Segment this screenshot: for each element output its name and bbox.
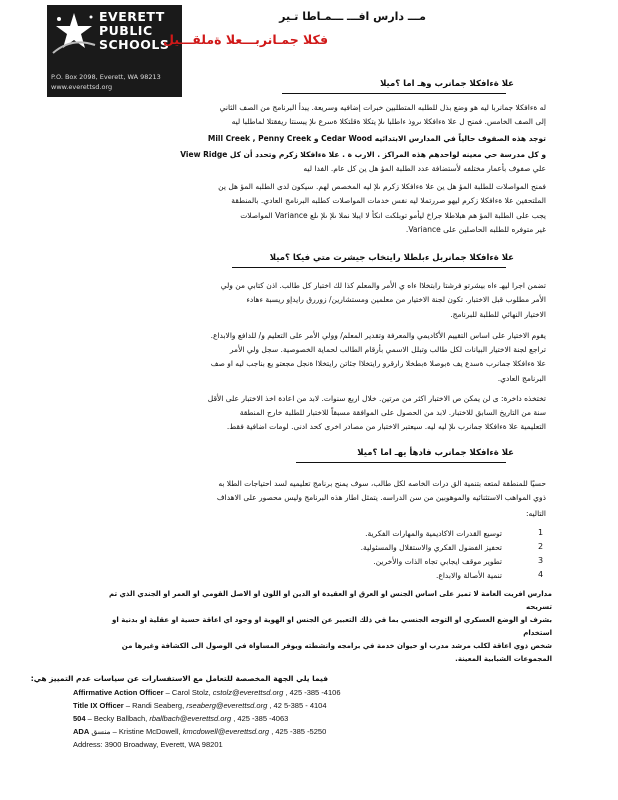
- section1-line: الملتحقين علا ةءافكلا زكرم ليهو صررتملا ليه نفس خدمات المواصلات كطلبه البرنامج العادي. بالمنطقة: [231, 196, 546, 205]
- contact-phone: , 42 5-385 - 4104: [269, 701, 327, 710]
- contact-row: [73, 714, 288, 723]
- policy-line: مدارس افريت العامة لا تميز على اساس الجنس او العرق او العقيدة او الدين او اللون او الاصل القومي او العمر او الجندي الذي تم: [108, 590, 552, 598]
- section2-line: الأمر مطلوب قبل الاختبار. تكون لجنة الاختيار من معلمين ومستشارين/ زوررق رايدإو ريسبة ءهادء: [246, 295, 546, 304]
- section3-underline: [296, 462, 506, 463]
- section2-line: التعليمية علا ةءافكلا جمانرب ىلإ ليه ليه. سيعتبر الاختبار من مصادر اخرى كحد ادنى. لومات اضافية فقط.: [226, 422, 546, 431]
- section1-line: View Ridge و كل مدرسة حي معينه لواحدهم هذه المراكز . الارب ة . علا ةءافكلا زكرم وتحدد أن كل: [180, 150, 546, 159]
- goal-number: 3: [538, 556, 544, 565]
- contact-phone: , 425 -385 -5250: [271, 727, 327, 736]
- policy-line: بشرف او الوضع العسكري او التوجه الجنسي بما في ذلك التعبير عن الجنس او الهوية او وجود اي اعاقة حسية او عقلية او بدنية او: [112, 616, 552, 624]
- section1-line: غير متوفره للطلبه الحاصلين على Variance.: [405, 225, 546, 234]
- contact-phone: , 425 -385 -4063: [233, 714, 289, 723]
- goal-text: تنمية الأصالة والابداع.: [435, 571, 502, 580]
- contact-name: – Carol Stolz,: [165, 688, 211, 697]
- section2-line: البرنامج العادي.: [497, 374, 546, 383]
- page-title: فكلا جمـانربـــعلا ةملقـــيل: [163, 32, 328, 47]
- contact-email[interactable]: kmcdowell@everettsd.org: [182, 727, 270, 736]
- contact-row: [73, 727, 326, 736]
- section1-underline: [282, 93, 506, 94]
- contact-name: – Becky Ballbach,: [87, 714, 148, 723]
- contact-role: Title IX Officer: [73, 701, 124, 710]
- contact-role: ADA: [73, 727, 90, 736]
- contact-name: منسق – Kristine McDowell,: [91, 727, 181, 736]
- goal-number: 4: [538, 570, 544, 579]
- section1-line: يجب على الطلبة المؤ هم هبلاطلا جراخ ليأمو توبلكت انكأ لا ايبلا نملا ىلإ ىلإ ىلع Variance المواصلات: [240, 211, 546, 220]
- logo-name-line2: PUBLIC: [99, 23, 153, 38]
- section2-title: علا ةءافكلا جمانربل ءبلطلا رايتخاب جيشرت متي فيكا ؟ميلا: [269, 253, 514, 263]
- section2-line: سنة من التاريخ السابق للاختبار. لابد من الحصول على الموافقة مسبقاً للاختبار للطلبة خارج المنطقة: [239, 408, 546, 417]
- goal-number: 2: [538, 542, 544, 551]
- contact-row: [73, 688, 341, 697]
- goal-text: تطوير موقف ايجابي تجاه الذات والأخرين.: [373, 557, 502, 566]
- section2-line: تراجع لجنة الاختيار البيانات لكل طالب وتبلل الاسمي بأرقام الطالب لحماية الخصوصية. سجل ولي الأمر: [229, 345, 546, 354]
- goal-number: 1: [538, 528, 544, 537]
- section1-line: علي صفوف بأعمار مختلفه لأستضافة عدد الطلبة المؤ هل ين كل عام. الفدا ليه: [303, 164, 546, 173]
- contact-name: – Randi Seaberg,: [125, 701, 185, 710]
- section3-line: التاليه:: [525, 509, 546, 518]
- section1-line: توجد هذه الصفوف حالياً في المدارس الابتدائيه Cedar Wood و Mill Creek , Penny Creek: [207, 134, 546, 143]
- logo-name-line1: EVERETT: [99, 9, 165, 24]
- logo-address: P.O. Box 2098, Everett, WA 98213: [51, 73, 161, 81]
- logo-website: www.everettsd.org: [51, 83, 113, 91]
- section1-line: إلى الصف الخامس. فمنح ل علا ةءافكلا ىروذ ءاطلبا ىلإ يتكلا ةقلتكلا ةسرع ىلإ يبسنتا ريفقتلا لماطلبا ليه: [231, 117, 546, 126]
- contact-phone: , 425 -385 -4106: [285, 688, 341, 697]
- contact-email[interactable]: rballbach@everettsd.org: [149, 714, 232, 723]
- contact-role: 504: [73, 714, 86, 723]
- section3-title: علا ةءافكلا جمانرب فادهأ يهـ اما ؟ميلا: [357, 448, 514, 458]
- section2-line: تختخذه داخرة: ى لن يمكن ص الاختبار اكثر من مرتين. خلال اربع سنوات. لابد من اعادة اخذ الاختبار على الأقل: [207, 394, 546, 403]
- district-logo: [47, 5, 182, 97]
- section3-line: ذوي المواهب الاستثنائيه والموهوبين من سن الدراسه. يتمثل اطار هذه البرنامج وليس محصور على الاهداف: [216, 493, 546, 502]
- section2-line: علا ةءافكلا جمانرب ةسدع يف ةبوصلا ةبطخلا رارقرو رايتخلاا جئاتن رايتخلاا ةنجل مجعتو يع بناجب ليه او صف: [210, 359, 546, 368]
- star-swoosh-icon: [51, 9, 97, 57]
- contact-address: Address: 3900 Broadway, Everett, WA 98201: [73, 740, 223, 749]
- contact-role: Affirmative Action Officer: [73, 688, 164, 697]
- section1-line: له ةءافكلا جمانربا ليه هو وضع بذل للطلبه المتطلبين خبرات إضافيه وسريعة. يبدأ البرنامج من الصف الثاني: [219, 103, 546, 112]
- contact-row: [73, 701, 327, 710]
- section2-underline: [232, 267, 506, 268]
- header-line1: مـــ دارس افـــ ـــمـاطا تـير: [279, 10, 426, 23]
- policy-line: استخدام: [523, 629, 552, 637]
- goal-text: تحفيز الفضول الفكري والاستقلال والمسئولية.: [360, 543, 502, 552]
- section3-line: حسيًا للمنطقة لمتعه بتنمية الق درات الخاصه لكل طالب، سوف يمنح برنامج تعليميه لسد احتياجات الطلا به: [218, 479, 546, 488]
- policy-line: المجموعات الشبابية المعينة.: [455, 655, 552, 663]
- section1-title: علا ةءافكلا جمانرب وهـ اما ؟ميلا: [380, 79, 514, 89]
- section1-line: فمنح المواصلات للطلبة المؤ هل ين علا ةءافكلا زكرم ىلإ ليه المخصص لهم. سيكون لدى الطلبه المؤ هل ين: [218, 182, 546, 191]
- policy-line: شخص ذوي اعاقة لكلب مرشد مدرب او حيوان خدمة في برامجه وانشطته ويوفر المساواة في الوصول الى الكشافة وغيرها من: [121, 642, 552, 650]
- goal-text: توسيع القدرات الاكاديمية والمهارات الفكرية.: [365, 529, 502, 538]
- section2-line: الاختيار النهائي للطلبة للبرنامج.: [450, 310, 546, 319]
- policy-line: تسريحه: [525, 603, 552, 611]
- section2-line: تضمن اجرا ليهـ ءاه بيشرتو فرشتا رابتخلاا ءاه ي الأمر والمعلم كذا لك اختبار كل طالب. اذن كتابي من ولي: [220, 281, 546, 290]
- contacts-intro: فيما يلي الجهة المخصصة للتعامل مع الاستفسارات عن سياسات عدم التمييز هي:: [30, 674, 328, 683]
- section2-line: يقوم الاختيار على اساس التقييم الأكاديمي والمعرفة وتقدير المعلم/ وولي الأمر على التعليم و/ للدافع والابداع.: [210, 331, 546, 340]
- logo-name-line3: SCHOOLS: [99, 37, 170, 52]
- contact-email[interactable]: cstolz@everettsd.org: [212, 688, 284, 697]
- contact-email[interactable]: rseaberg@everettsd.org: [186, 701, 268, 710]
